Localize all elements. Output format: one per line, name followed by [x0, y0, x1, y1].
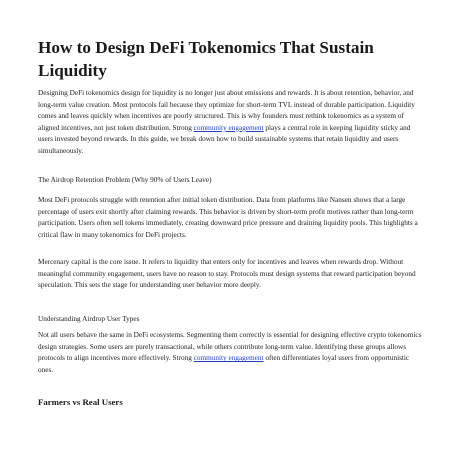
section-heading-user-types: Understanding Airdrop User Types: [38, 315, 140, 323]
intro-text-before: Designing DeFi tokenomics design for liquidity is no longer just about emissions and rewards. It is about retention, behavior, and long-term value creation. Most protocols fail because they optimize for short-term TVL instead of durable participation. Liquidity comes and leaves quickly when incentives are poorly structured. This is why founders must rethink tokenomics as a system of aligned incentives, not just token distribution. Strong: [38, 89, 415, 132]
retention-paragraph-1: Most DeFi protocols struggle with retention after initial token distribution. Data from platforms like Nansen shows that a large percentage of users exit shortly after claiming rewards. This behavior is driven by short-term profit motives rather than long-term participation. Users often sell tokens immediately, creating downward price pressure and draining liquidity pools. This highlights a critical flaw in many tokenomics for DeFi projects.: [38, 196, 418, 239]
user-types-text-before: Not all users behave the same in DeFi ecosystems. Segmenting them correctly is essential for designing effective crypto tokenomics design strategies. Some users are purely transactional, while others contribute long-term value. Identifying these groups allows protocols to align incentives more effectively. Strong: [38, 331, 422, 363]
retention-paragraph-2: Mercenary capital is the core issue. It refers to liquidity that enters only for incentives and leaves when rewards drop. Without meaningful community engagement, users have no reason to stay. Protocols must design systems that reward participation beyond speculation. This sets the stage for understanding user behavior more deeply.: [38, 258, 416, 290]
user-types-paragraph: [38, 330, 422, 376]
section-heading-farmers-vs-real-users: Farmers vs Real Users: [38, 397, 123, 407]
intro-text-after: plays a central role in keeping liquidity sticky and users invested beyond rewards. In this guide, we break down how to build sustainable systems that retain liquidity and users simultaneously.: [38, 123, 411, 155]
community-engagement-link-2[interactable]: community engagement: [193, 354, 264, 363]
section-heading-airdrop-retention: The Airdrop Retention Problem (Why 90% of Users Leave): [38, 176, 212, 184]
intro-paragraph: [38, 88, 422, 158]
user-types-text-after: often differentiates loyal users from opportunistic ones.: [38, 354, 410, 374]
article-title: How to Design DeFi Tokenomics That Sustain Liquidity: [38, 38, 374, 80]
community-engagement-link[interactable]: community engagement: [193, 123, 264, 132]
